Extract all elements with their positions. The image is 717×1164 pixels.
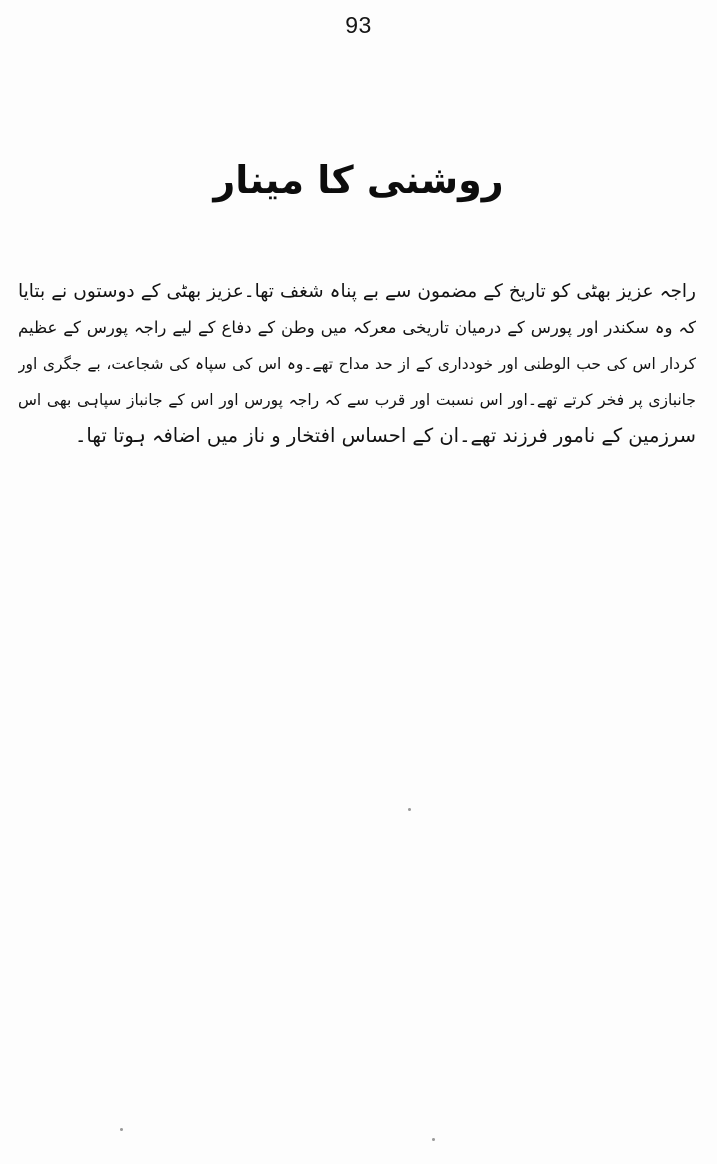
paragraph-line: راجہ عزیز بھٹی کو تاریخ کے مضمون سے بے پناہ شغف تھا۔عزیز بھٹی کے دوستوں نے بتایا xyxy=(18,281,696,302)
paragraph-line: کردار اس کی حب الوطنی اور خودداری کے از حد مداح تھے۔وہ اس کی سپاہ کی شجاعت، بے جگری اور xyxy=(18,355,696,373)
scan-speck xyxy=(432,1138,435,1141)
paragraph-line: کہ وہ سکندر اور پورس کے درمیان تاریخی معرکہ میں وطن کے دفاع کے لیے راجہ پورس کے عظیم xyxy=(18,318,696,337)
chapter-title: روشنی کا مینار xyxy=(213,158,504,202)
body-paragraph xyxy=(18,274,696,454)
scan-speck xyxy=(408,808,411,811)
scan-speck xyxy=(120,1128,123,1131)
paragraph-line: سرزمین کے نامور فرزند تھے۔ان کے احساس افتخار و ناز میں اضافہ ہوتا تھا۔ xyxy=(74,424,696,447)
paragraph-line: جانبازی پر فخر کرتے تھے۔اور اس نسبت اور قرب سے کہ راجہ پورس اور اس کے جانباز سپاہی بھی اس xyxy=(18,391,696,409)
page-number: 93 xyxy=(345,12,372,38)
